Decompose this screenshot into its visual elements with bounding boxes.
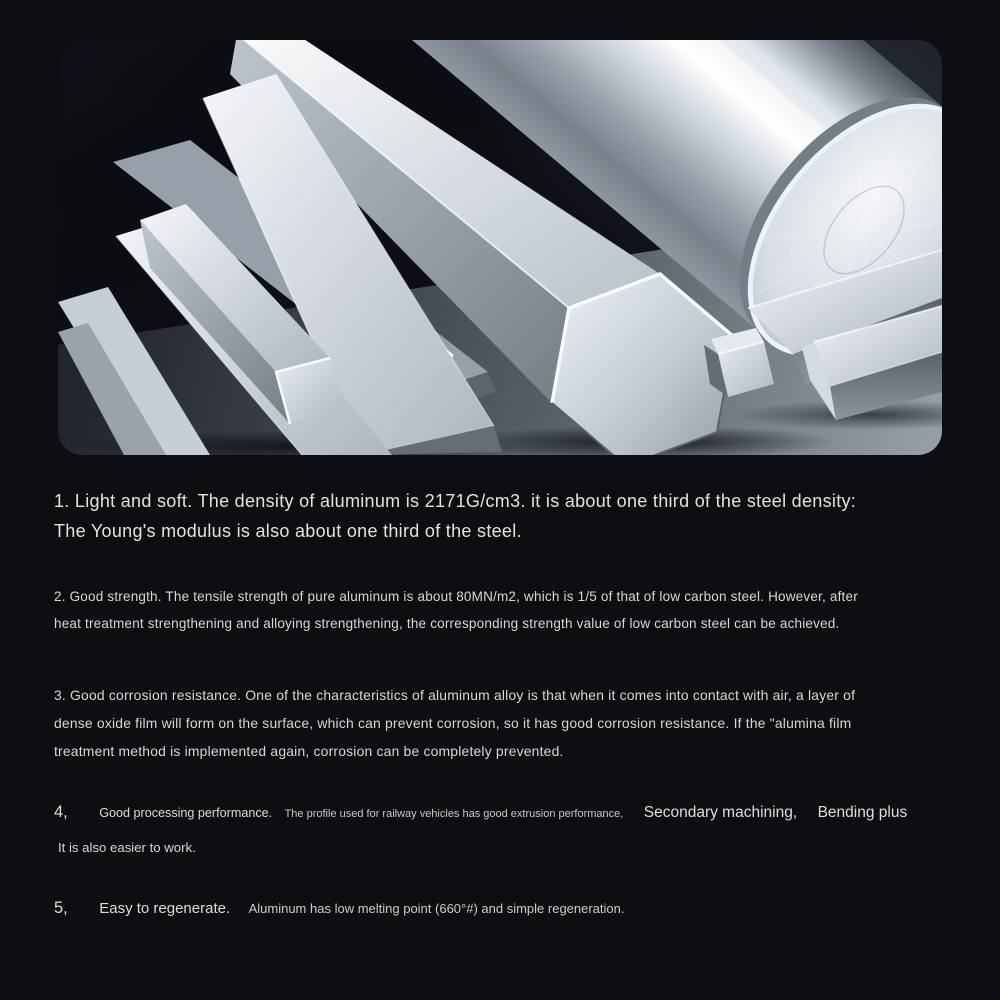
feature-strength-line-1: 2. Good strength. The tensile strength of pure aluminum is about 80MN/m2, which is 1/5 of that of low carbon steel. However, after: [54, 589, 858, 604]
feature-corrosion-line-1: 3. Good corrosion resistance. One of the characteristics of aluminum alloy is that when it comes into contact with air, a layer of: [54, 687, 856, 703]
feature-strength-line-2: heat treatment strengthening and alloying strengthening, the corresponding strength value of low carbon steel can be achieved.: [54, 615, 840, 631]
feature-corrosion-resistance: [54, 681, 855, 765]
feature-lightness-line-2: The Young's modulus is also about one third of the steel.: [54, 520, 522, 541]
feature-4-line-2: It is also easier to work.: [58, 840, 196, 855]
feature-5-lead: Easy to regenerate.: [99, 900, 231, 917]
feature-4-detail: The profile used for railway vehicles has good extrusion performance,: [284, 808, 624, 820]
feature-processing: [54, 803, 907, 822]
feature-4-emphasis-secondary-machining: Secondary machining,: [643, 804, 798, 821]
aluminum-bars-illustration: [58, 40, 942, 455]
feature-corrosion-line-2: dense oxide film will form on the surface, which can prevent corrosion, so it has good corrosion resistance. If the "alumina film: [54, 715, 852, 731]
feature-regeneration: [54, 899, 625, 918]
feature-lightness: [54, 487, 856, 546]
feature-5-number: 5,: [54, 899, 68, 917]
feature-4-number: 4,: [54, 803, 68, 821]
feature-strength: [54, 584, 858, 637]
feature-4-lead: Good processing performance.: [99, 806, 273, 820]
feature-lightness-line-1: 1. Light and soft. The density of aluminum is 2171G/cm3. it is about one third of the steel density:: [54, 491, 857, 511]
aluminum-bars-photo: [58, 40, 942, 455]
feature-5-detail: Aluminum has low melting point (660°#) and simple regeneration.: [248, 901, 625, 916]
feature-corrosion-line-3: treatment method is implemented again, corrosion can be completely prevented.: [54, 743, 564, 759]
feature-4-emphasis-bending-plus: Bending plus: [817, 804, 908, 821]
